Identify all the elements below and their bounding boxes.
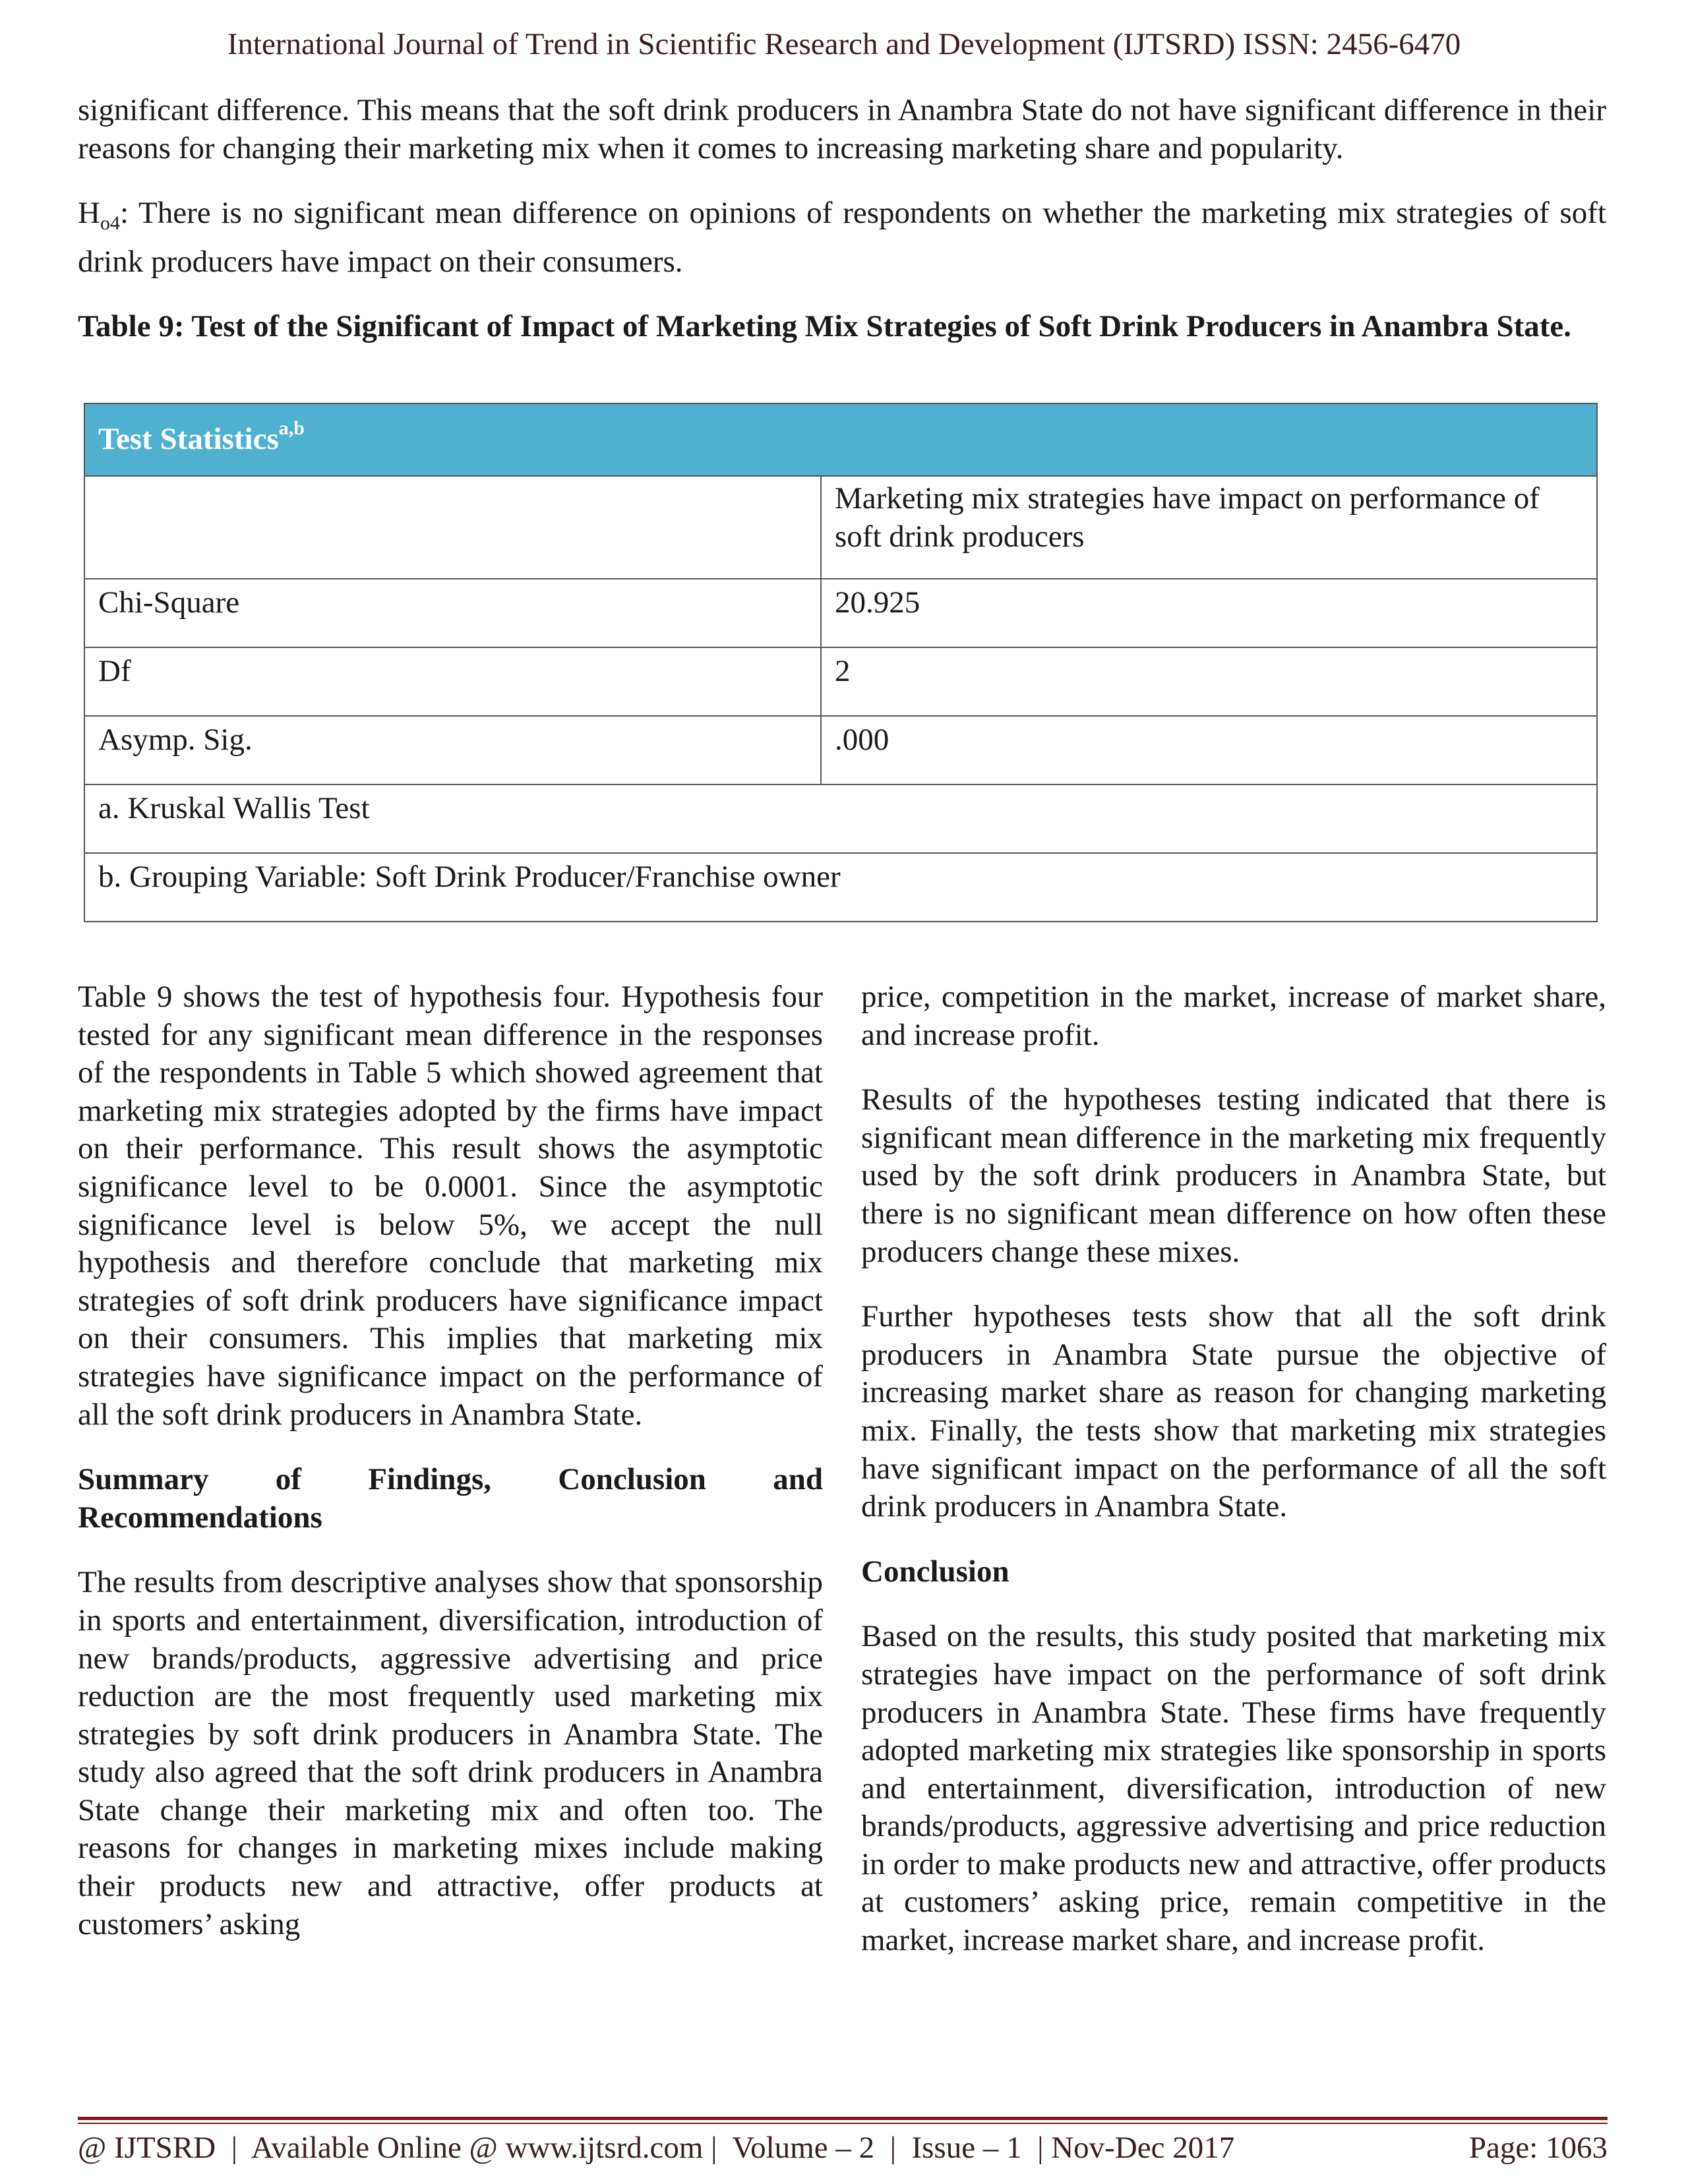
summary-heading-line2: Recommendations bbox=[78, 1500, 322, 1535]
intro-section bbox=[78, 91, 1606, 345]
table-row bbox=[84, 716, 1597, 784]
empty-header-cell bbox=[84, 476, 821, 579]
table-row bbox=[84, 647, 1597, 716]
summary-paragraph: The results from descriptive analyses show that sponsorship in sports and entertainment, diversification, introduction of new brands/products, aggressive advertising and price reduction are the most frequently used marketing mix strategies by soft drink producers in Anambra State. The study also agreed that the soft drink producers in Anambra State change their marketing mix and often too. The reasons for changes in marketing mixes include making their products new and attractive, offer products at customers’ asking bbox=[78, 1565, 823, 1941]
table-caption: Table 9: Test of the Significant of Impact of Marketing Mix Strategies of Soft Drink Producers in Anambra State. bbox=[78, 309, 1572, 343]
table-note: a. Kruskal Wallis Test bbox=[84, 784, 1597, 853]
hypothesis-label: H bbox=[78, 196, 100, 230]
hypothesis-subscript: o4 bbox=[100, 212, 120, 234]
hypothesis-paragraph bbox=[78, 194, 1606, 281]
test-statistics-table bbox=[84, 403, 1598, 922]
table-row bbox=[84, 579, 1597, 647]
footer-info: @ IJTSRD | Available Online @ www.ijtsrd.com | Volume – 2 | Issue – 1 | Nov-Dec 2017 bbox=[78, 2131, 1235, 2165]
table-title-cell bbox=[84, 403, 1597, 476]
table-note-row bbox=[84, 784, 1597, 853]
results-paragraph: Table 9 shows the test of hypothesis four. Hypothesis four tested for any significant mean difference in the responses of the respondents in Table 5 which showed agreement that marketing mix strategies adopted by the firms have impact on their performance. This result shows the asymptotic significance level to be 0.0001. Since the asymptotic significance level is below 5%, we accept the null hypothesis and therefore conclude that marketing mix strategies of soft drink producers have significance impact on their consumers. This implies that marketing mix strategies have significance impact on the performance of all the soft drink producers in Anambra State. bbox=[78, 980, 823, 1432]
left-column bbox=[78, 978, 823, 1970]
conclusion-paragraph: Based on the results, this study posited that marketing mix strategies have impact on the performance of soft drink producers in Anambra State. These firms have frequently adopted marketing mix strategies like sponsorship in sports and entertainment, diversification, introduction of new brands/products, aggressive advertising and price reduction in order to make products new and attractive, offer products at customers’ asking price, remain competitive in the market, increase market share, and increase profit. bbox=[861, 1619, 1606, 1958]
footer-rule-thin bbox=[78, 2123, 1608, 2124]
row-value: 20.925 bbox=[821, 579, 1597, 647]
table-header-row bbox=[84, 403, 1597, 476]
row-label: Asymp. Sig. bbox=[84, 716, 821, 784]
table-note-row bbox=[84, 853, 1597, 922]
column-header-cell: Marketing mix strategies have impact on performance of soft drink producers bbox=[821, 476, 1597, 579]
summary-continuation-paragraph: price, competition in the market, increase of market share, and increase profit. bbox=[861, 980, 1606, 1052]
table-note: b. Grouping Variable: Soft Drink Producer/Franchise owner bbox=[84, 853, 1597, 922]
summary-heading-line1: Summary of Findings, Conclusion and bbox=[78, 1462, 823, 1497]
footer-rule-thick bbox=[78, 2117, 1608, 2120]
conclusion-heading: Conclusion bbox=[861, 1554, 1010, 1589]
continuation-paragraph: significant difference. This means that the soft drink producers in Anambra State do not have significant difference in their reasons for changing their marketing mix when it comes to increasing marketing share and popularity. bbox=[78, 93, 1606, 165]
row-value: 2 bbox=[821, 647, 1597, 716]
right-column bbox=[861, 978, 1606, 1987]
row-value: .000 bbox=[821, 716, 1597, 784]
row-label: Df bbox=[84, 647, 821, 716]
table-title-superscript: a,b bbox=[278, 417, 305, 439]
further-tests-paragraph: Further hypotheses tests show that all the soft drink producers in Anambra State pursue the objective of increasing market share as reason for changing marketing mix. Finally, the tests show that marketing mix strategies have significant impact on the performance of all the soft drink producers in Anambra State. bbox=[861, 1299, 1606, 1524]
column-header-row bbox=[84, 476, 1597, 579]
table-title: Test Statistics bbox=[98, 422, 279, 456]
page-number: Page: 1063 bbox=[1468, 2131, 1608, 2165]
journal-header: International Journal of Trend in Scientific Research and Development (IJTSRD) ISSN: 2456-6470 bbox=[227, 27, 1461, 61]
hypothesis-text: : There is no significant mean difference on opinions of respondents on whether the marketing mix strategies of soft drink producers have impact on their consumers. bbox=[78, 196, 1606, 279]
hypotheses-results-paragraph: Results of the hypotheses testing indicated that there is significant mean difference in the marketing mix frequently used by the soft drink producers in Anambra State, but there is no significant mean difference on how often these producers change these mixes. bbox=[861, 1082, 1606, 1269]
row-label: Chi-Square bbox=[84, 579, 821, 647]
